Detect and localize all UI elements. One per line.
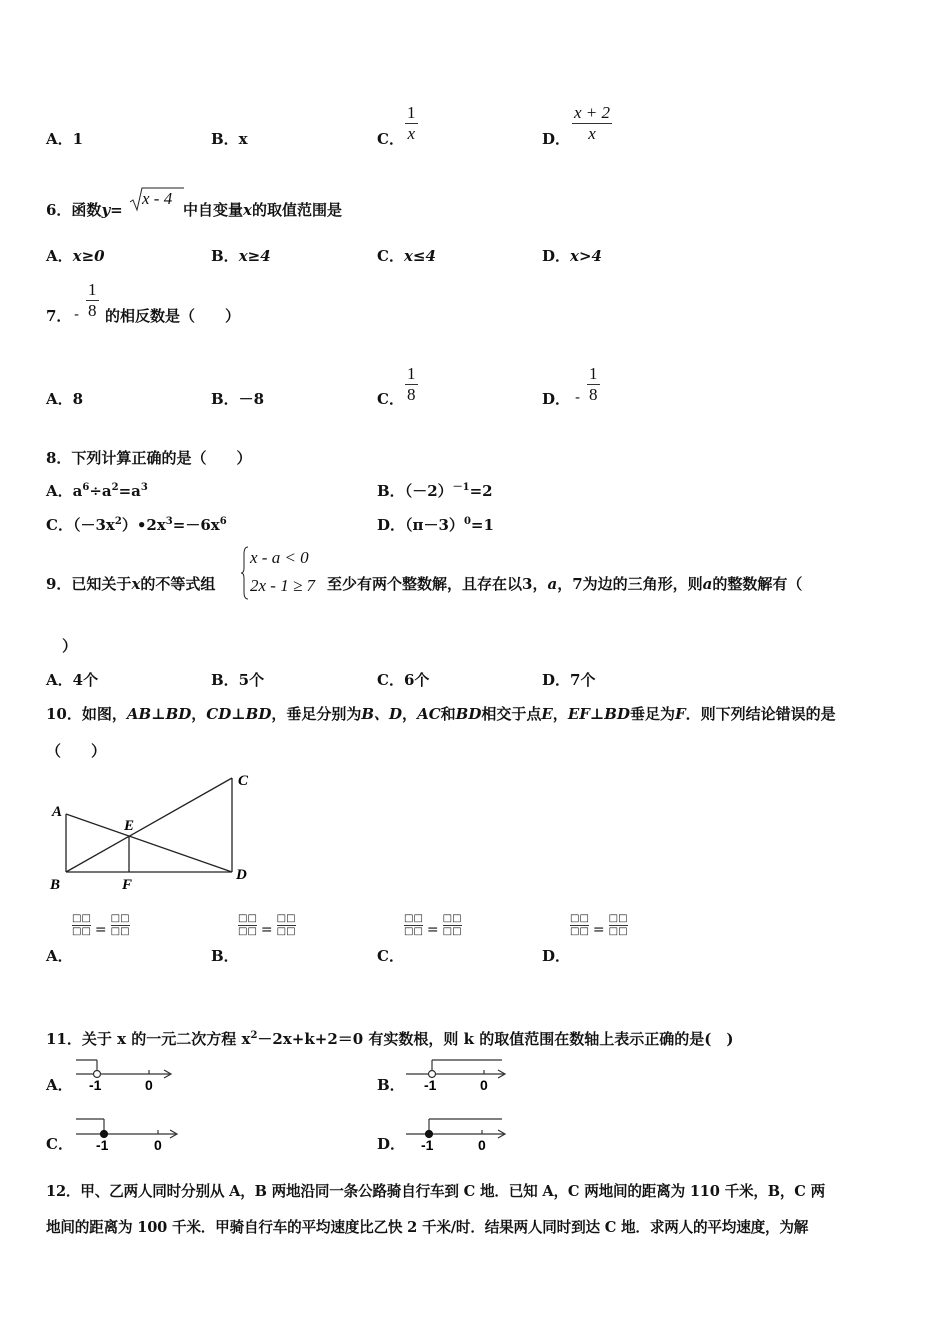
q7-prefix: 7． — [46, 307, 72, 325]
q6-option-d — [542, 245, 602, 266]
box-glyph: □□ — [110, 926, 130, 937]
option-value: x≥4 — [238, 247, 271, 265]
q11-option-d-number-line — [402, 1114, 512, 1154]
box-glyph: □□ — [442, 913, 462, 924]
fraction-numerator: 1 — [407, 364, 416, 383]
fraction-numerator: 1 — [407, 103, 416, 122]
fraction-denominator: 8 — [88, 301, 97, 320]
q6-radicand: x - 4 — [142, 189, 173, 208]
q6-option-a — [46, 245, 105, 266]
q9-var-a: a — [547, 575, 558, 593]
q6-option-c — [377, 245, 436, 266]
box-glyph: □□ — [238, 926, 257, 937]
q10-paren: （ ） — [46, 742, 107, 760]
q7-option-d-minus: - — [575, 388, 581, 406]
q10-comma: ， — [191, 705, 207, 723]
point-f-label: F — [122, 877, 133, 893]
point-e-label: E — [124, 818, 135, 834]
q6-suffix-a: 中自变量 — [183, 201, 244, 219]
q9-option-a: A．4个 — [46, 671, 99, 689]
option-value: x≤4 — [403, 247, 436, 265]
q6-suffix-b: 的取值范围是 — [251, 201, 342, 219]
box-glyph: □□ — [442, 926, 462, 937]
box-glyph: □□ — [608, 926, 628, 937]
placeholder-fraction — [277, 913, 296, 938]
q9-ineq-1: x - a < 0 — [250, 548, 309, 567]
tick-label-0: 0 — [480, 1077, 488, 1093]
box-glyph: □□ — [404, 926, 423, 937]
option-label: C． — [377, 247, 404, 265]
q10-ac: AC — [417, 705, 441, 723]
box-glyph: □□ — [404, 913, 423, 924]
q5-option-d-fraction — [572, 103, 612, 144]
q7-option-c-label: C． — [377, 390, 404, 408]
box-glyph: □□ — [72, 926, 91, 937]
q7-option-c-fraction — [405, 364, 418, 405]
q9-ineq-2: 2x - 1 ≥ 7 — [250, 576, 316, 595]
placeholder-fraction — [111, 913, 130, 938]
q9-option-d: D．7个 — [542, 671, 596, 689]
q7-option-d-label: D． — [542, 390, 571, 408]
box-glyph: □□ — [238, 913, 257, 924]
q8-stem: 8．下列计算正确的是（ ） — [46, 449, 252, 467]
option-label: D． — [377, 516, 406, 534]
placeholder-fraction — [404, 913, 423, 938]
q10-f: F — [675, 705, 686, 723]
tick-label-neg1: -1 — [424, 1077, 437, 1093]
q9-after2: ，7为边的三角形，则 — [557, 575, 703, 593]
q9-mid: 的不等式组 — [140, 575, 216, 593]
q7-option-b: B．－8 — [211, 390, 265, 408]
q10-cd-bd: CD⊥BD — [206, 705, 272, 723]
q10-option-d-formula — [570, 913, 628, 938]
q7-option-a: A．8 — [46, 390, 84, 408]
box-glyph: □□ — [110, 913, 130, 924]
q10-bd: BD — [455, 705, 482, 723]
tick-label-0: 0 — [154, 1137, 162, 1153]
q11-stem-a: 11．关于 x 的一元二次方程 x — [46, 1030, 251, 1048]
q10-geometry-figure — [44, 768, 260, 896]
segment-ad — [66, 814, 232, 872]
box-glyph: □□ — [72, 913, 91, 924]
q10-b-d: B、D — [361, 705, 403, 723]
tick-label-neg1: -1 — [89, 1077, 102, 1093]
q7-minus: - — [74, 305, 80, 323]
placeholder-fraction — [72, 913, 91, 938]
q9-stem-start — [46, 573, 215, 594]
q11-option-a-label: A． — [46, 1076, 73, 1094]
q6-var: x — [243, 201, 252, 219]
q10-p6: ， — [552, 705, 568, 723]
box-glyph: □□ — [570, 926, 589, 937]
box-glyph: □□ — [276, 913, 296, 924]
q10-option-b-formula — [238, 913, 296, 938]
option-label: A． — [46, 247, 73, 265]
q11-option-d-label: D． — [377, 1135, 406, 1153]
q10-p8: ．则下列结论错误的是 — [685, 705, 836, 723]
q11-option-b-number-line — [402, 1056, 512, 1096]
tick-label-neg1: -1 — [421, 1137, 434, 1153]
q6-stem-rest — [183, 199, 342, 220]
q8-option-b: B．$(-2)^{-1}=2$ — [377, 482, 493, 500]
q9-after: 至少有两个整数解，且存在以3， — [327, 575, 548, 593]
q5-option-d-label: D． — [542, 130, 571, 148]
q10-p7: 垂足为 — [629, 705, 675, 723]
q11-stem: 11．关于 x 的一元二次方程 $x^2-2x+k+2=0$ 有实数根，则 k 的取值范围在数轴上表示正确的是( ) — [46, 1030, 734, 1048]
box-glyph: □□ — [608, 913, 628, 924]
fraction-denominator: 8 — [589, 385, 598, 404]
q11-option-c-label: C． — [46, 1135, 73, 1153]
point-b-label: B — [50, 877, 61, 893]
tick-label-0: 0 — [478, 1137, 486, 1153]
q10-option-b-label: B． — [211, 947, 239, 965]
equals-sign: = — [592, 922, 605, 938]
q12-line-2: 地间的距离为 100 千米．甲骑自行车的平均速度比乙快 2 千米/时．结果两人同时到达 C 地．求两人的平均速度，为解 — [46, 1219, 809, 1236]
q11-option-b-label: B． — [377, 1076, 405, 1094]
q8-option-d: D．$(\pi-3)^0=1$ — [377, 516, 494, 534]
q10-ab-bd: AB⊥BD — [126, 705, 192, 723]
q10-option-c-label: C． — [377, 947, 404, 965]
tick-label-neg1: -1 — [96, 1137, 109, 1153]
q10-p1: 10．如图， — [46, 705, 127, 723]
placeholder-fraction — [609, 913, 628, 938]
equals-sign: = — [94, 922, 107, 938]
q9-prefix: 9．已知关于 — [46, 575, 132, 593]
equals-sign: = — [260, 922, 273, 938]
option-label: A． — [46, 482, 73, 500]
fraction-denominator: x — [572, 123, 612, 144]
q5-option-c-fraction — [405, 103, 418, 144]
fraction-numerator: 1 — [589, 364, 598, 383]
q10-p5: 相交于点 — [481, 705, 542, 723]
q9-option-c: C．6个 — [377, 671, 430, 689]
q9-stem-rest — [327, 573, 802, 594]
q10-p3: ， — [402, 705, 418, 723]
option-label: B． — [377, 482, 405, 500]
brace-icon — [240, 546, 250, 600]
tick-label-0: 0 — [145, 1077, 153, 1093]
q9-option-b: B．5个 — [211, 671, 265, 689]
q9-var-a2: a — [702, 575, 713, 593]
q10-stem — [46, 703, 836, 724]
fraction-denominator: 8 — [407, 385, 416, 404]
point-a-label: A — [52, 804, 63, 820]
point-c-label: C — [238, 773, 249, 789]
q9-close-paren: ） — [62, 637, 78, 655]
q10-ef-bd: EF⊥BD — [567, 705, 630, 723]
q11-option-a-number-line — [72, 1056, 178, 1096]
q7-suffix: 的相反数是（ ） — [105, 307, 241, 325]
fraction-numerator: 1 — [88, 280, 97, 299]
q5-option-c-label: C． — [377, 130, 404, 148]
fraction-denominator: x — [405, 123, 418, 144]
q5-option-b: B．x — [211, 130, 248, 148]
q10-option-c-formula — [404, 913, 462, 938]
box-glyph: □□ — [570, 913, 589, 924]
q10-option-d-label: D． — [542, 947, 571, 965]
point-d-label: D — [236, 867, 247, 883]
placeholder-fraction — [570, 913, 589, 938]
equals-sign: = — [426, 922, 439, 938]
q10-e: E — [541, 705, 553, 723]
fraction-numerator: x + 2 — [574, 103, 611, 122]
q7-fraction — [86, 280, 99, 321]
option-label: B． — [211, 247, 239, 265]
q11-option-c-number-line — [72, 1114, 184, 1154]
q10-p2: ，垂足分别为 — [271, 705, 362, 723]
box-glyph: □□ — [276, 926, 296, 937]
placeholder-fraction — [238, 913, 257, 938]
q11-stem-b: －2x+k+2＝0 有实数根，则 k 的取值范围在数轴上表示正确的是( ) — [257, 1030, 734, 1048]
option-label: D． — [542, 247, 571, 265]
q6-prefix: 6．函数 — [46, 201, 102, 219]
placeholder-fraction — [443, 913, 462, 938]
q10-option-a-label: A． — [46, 947, 73, 965]
q10-option-a-formula — [72, 913, 130, 938]
q6-y: y= — [101, 201, 123, 219]
q12-line-1: 12．甲、乙两人同时分别从 A，B 两地沿同一条公路骑自行车到 C 地．已知 A，C 两地间的距离为 110 千米，B，C 两 — [46, 1183, 826, 1200]
q7-option-d-fraction — [587, 364, 600, 405]
option-value: x≥0 — [72, 247, 105, 265]
q8-option-a: A．$a^6\div a^2=a^3$ — [46, 482, 148, 500]
q10-p4: 和 — [440, 705, 456, 723]
q9-var-x: x — [131, 575, 141, 593]
q6-stem — [46, 199, 123, 220]
segment-bc — [66, 778, 232, 872]
option-label: C． — [46, 516, 73, 534]
q8-option-c: C．$(-3x^2)•2x^3=-6x^6$ — [46, 516, 227, 534]
q6-option-b — [211, 245, 271, 266]
q5-option-a: A．1 — [46, 130, 84, 148]
option-value: x>4 — [570, 247, 602, 265]
q9-end: 的整数解有（ — [712, 575, 803, 593]
